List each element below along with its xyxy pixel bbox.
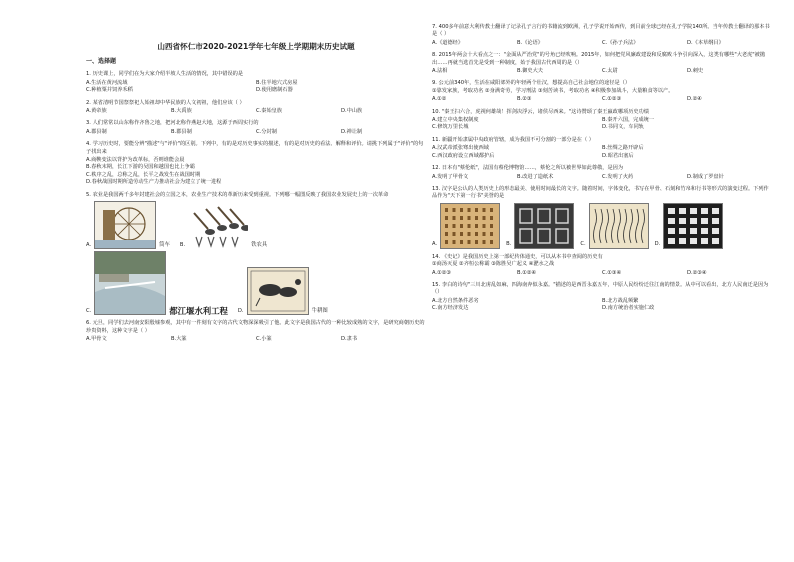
question-text: 7. 400多年前意大利传教士翻译了记录孔子言行的书籍流到欧洲，孔子学说开始西传，到目前全球已经在孔子学院140所。当年传教士翻译的那本书是（ ） (432, 24, 770, 38)
answer-option[interactable]: A.①② (432, 96, 447, 103)
answer-option[interactable]: D.②③④ (687, 269, 707, 276)
option-letter: B. (179, 241, 186, 248)
question-q1 (86, 71, 426, 94)
answer-option[interactable]: B.②③ (517, 96, 532, 103)
answer-option[interactable]: B.大禹族 (171, 108, 192, 115)
answer-option[interactable]: C.《孙子兵法》 (602, 39, 639, 46)
option-list (432, 96, 772, 103)
answer-option[interactable]: D.使用磨制石器 (256, 87, 293, 94)
question-q4 (86, 141, 426, 186)
question-text: 12. 日本有"蔡伦纸"，法国有蔡伦博物馆……，蔡伦之所以被世界如此尊敬，是因为 (432, 165, 624, 172)
question-q3 (86, 120, 426, 136)
ox-plowing-image (247, 267, 309, 315)
q5-image-row-1 (86, 201, 426, 249)
answer-option[interactable]: D.春秋战国时期所造劳动生产力推动社会为建立了统一进程 (86, 179, 222, 186)
left-column (86, 24, 426, 348)
option-list (86, 108, 426, 115)
option-list (432, 117, 772, 132)
question-q13 (432, 186, 772, 249)
answer-option[interactable]: A.《道德经》 (432, 39, 464, 46)
answer-option[interactable]: C.修筑万里长城 (432, 124, 469, 131)
question-text: 11. 新疆开始隶属中央政府管辖，成为我国不可分割的一部分是在（ ） (432, 136, 594, 143)
answer-option[interactable]: D.刺史 (687, 68, 704, 75)
iron-tools-image (188, 203, 248, 249)
seal-script-image (514, 203, 574, 249)
answer-option[interactable]: C.西汉政府设立西域都护后 (432, 152, 495, 159)
answer-option[interactable]: C.发明了火药 (602, 173, 634, 180)
answer-option[interactable]: B.秦开六国，完成统一 (602, 117, 654, 124)
answer-option[interactable]: B.改进了造纸术 (517, 173, 554, 180)
answer-option[interactable]: D.中山族 (341, 108, 363, 115)
option-letter: D. (237, 307, 244, 314)
answer-option[interactable]: B.北方战乱频繁 (602, 297, 639, 304)
answer-option[interactable]: C.秦始皇族 (256, 108, 283, 115)
option-list (86, 157, 426, 187)
option-letter: B. (506, 241, 512, 248)
answer-option[interactable]: B.①②④ (517, 269, 537, 276)
question-q14 (432, 254, 772, 277)
option-list (86, 80, 426, 95)
answer-option[interactable]: B.大篆 (171, 335, 187, 342)
answer-option[interactable]: C.分封制 (256, 128, 277, 135)
answer-option[interactable]: C.秩序之乱，总称之乱，长平之战发生在战国时期 (86, 171, 201, 178)
option-list (86, 336, 426, 343)
question-q9 (432, 80, 772, 103)
answer-option[interactable]: A.生活在黄河流域 (86, 79, 128, 86)
question-q6 (86, 320, 426, 343)
answer-option[interactable]: D.隶书 (341, 335, 358, 342)
answer-option[interactable]: B.春秋末期，长江下游的吴国和越国也比上争霸 (86, 164, 195, 171)
image-caption: 铁农具 (251, 241, 268, 248)
q13-option-3[interactable] (655, 203, 724, 249)
answer-option[interactable]: A.郡县制 (86, 128, 107, 135)
option-letter: A. (432, 241, 438, 248)
question-q12 (432, 165, 772, 181)
question-q8 (432, 52, 772, 75)
answer-option[interactable]: B.郡县制 (171, 128, 192, 135)
question-q10 (432, 109, 772, 132)
question-text: 5. 农业是我国两千多年封建社会的立国之本，农业生产技术的革新历来受到重视。下列哪一幅图反映了我国农业发展史上的一次革命 (86, 191, 389, 198)
answer-option[interactable]: C.南方经济发达 (432, 305, 469, 312)
answer-option[interactable]: B.《论语》 (517, 39, 543, 46)
question-q11 (432, 137, 772, 160)
q5-option-0[interactable] (86, 201, 170, 249)
q5-image-row-2 (86, 251, 426, 315)
option-list (432, 298, 772, 313)
dujiangyan-image (94, 251, 166, 315)
answer-option[interactable]: A.法相 (432, 68, 448, 75)
answer-option[interactable]: A.汉武帝派张骞出使西域 (432, 145, 489, 152)
answer-option[interactable]: D.南方统治者实施仁政 (602, 305, 655, 312)
answer-option[interactable]: C.①③④ (602, 269, 622, 276)
answer-option[interactable]: B.御史大夫 (517, 68, 543, 75)
image-caption: 牛耕图 (311, 307, 328, 314)
q13-image-row (432, 203, 772, 249)
q5-option-2[interactable] (86, 251, 228, 315)
answer-option[interactable]: D.昭君出塞后 (602, 152, 634, 159)
question-text: 9. 公元前340年，生活在咸阳郊外的年轻两个壮汉，想提高自己社会地位的途径是（） ①靠发家族，考取功名 ②身满奇劳，学习刑法 ③刻苦读书，考取功名 ④积极参加战斗，大量粮食等以产。 (432, 80, 674, 94)
question-text: 10. "秦王扫六合，虎视何雄哉！挥剑决浮云，诸侯尽西来。"这诗赞颂了秦王嬴政哪项历史功绩 (432, 108, 649, 115)
oracle-bone-image (440, 203, 500, 249)
option-list (432, 174, 772, 181)
question-text: 1. 历史课上，同学们在为大家介绍半坡人生活的情况，其中错误的是 (86, 71, 244, 78)
answer-option[interactable]: A.甲骨文 (86, 335, 107, 342)
option-list (432, 270, 772, 277)
image-caption: 都江堰水利工程 (169, 305, 228, 316)
answer-option[interactable]: A.发明了甲骨文 (432, 173, 469, 180)
option-letter: A. (86, 241, 92, 248)
waterwheel-image (94, 201, 156, 249)
question-text: 13. 汉字是公认的人类历史上的形态最美、使用时间最长的文字。随着时间，字体变化，书写在甲骨、石刻和竹帛和行书等形式的演变过程。下列作品作为"天下第一行书"美誉的是 (432, 185, 769, 200)
answer-option[interactable]: D.《本草纲目》 (687, 39, 724, 46)
answer-option[interactable]: C.种植粟并饲养禾稻 (86, 87, 133, 94)
answer-option[interactable]: A.建立中央集权制度 (432, 117, 479, 124)
page-title: 山西省怀仁市2020-2021学年七年级上学期期末历史试题 (157, 42, 355, 51)
answer-option[interactable]: A.北方自然条件恶劣 (432, 297, 479, 304)
running-script-image (589, 203, 649, 249)
answer-option[interactable]: C.小篆 (256, 335, 272, 342)
question-q2 (86, 100, 426, 116)
answer-option[interactable]: D.书同文，车同轨 (602, 124, 644, 131)
option-letter: D. (654, 241, 661, 248)
answer-option[interactable]: B.丝绸之路开辟后 (602, 145, 644, 152)
clerical-script-image (663, 203, 723, 249)
option-letter: C. (86, 307, 92, 314)
question-text: 8. 2015年两会十大看点之一："金面从严治党"的号角已经吹响。2015年，如何把党风廉政建设和反腐败斗争引向深入，这类有哪些"大老虎"被抛出……再就当选首先是受到一种制度，始于我国古代西周的是（） (432, 52, 766, 66)
answer-option[interactable]: A.商鞅变法以背护为改革标，否则谁能会晨 (86, 157, 185, 164)
question-q5 (86, 192, 426, 315)
answer-option[interactable]: C.①②③ (602, 96, 622, 103)
option-letter: C. (580, 241, 586, 248)
answer-option[interactable]: A.①②③ (432, 269, 452, 276)
q5-option-1[interactable] (180, 203, 267, 249)
option-list (432, 145, 772, 160)
answer-option[interactable]: D.制成了罗盘针 (687, 173, 724, 180)
answer-option[interactable]: C.太尉 (602, 68, 618, 75)
option-list (86, 129, 426, 136)
option-list (432, 40, 772, 47)
question-text: 4. 学习历史时，要能分辨"描述"与"评价"的区别。下列中，有的是对历史事实的描述，有的是对历史的看法、解释和评价。请挑下列属于"评价"的句子找出来 (86, 141, 424, 155)
question-q15 (432, 282, 772, 313)
question-text: 15. 李白的诗句"三川北虏乱如麻，四海南奔似永嘉。"描述的是西晋永嘉五年，中原人民纷纷迁往江南的情景。从中可以看出，北方人民南迁是因为（） (432, 281, 769, 296)
q13-option-0[interactable] (432, 203, 500, 249)
q5-option-3[interactable] (238, 267, 328, 315)
answer-option[interactable]: D.禅让制 (341, 128, 363, 135)
image-caption: 筒车 (159, 241, 170, 248)
question-q7 (432, 24, 772, 47)
answer-option[interactable]: B.住半地穴式房屋 (256, 79, 298, 86)
right-column (432, 24, 772, 318)
question-text: 6. 元旦，同学们去河南安阳殷墟参观，其中有一件刻有文字的古代文物深深吸引了他。此文字是我国古代的一种比较成熟的文字，是研究商朝历史的珍贵资料，这种文字是（ ） (86, 320, 425, 334)
section-heading: 一、选择题 (86, 58, 117, 65)
question-text: 3. 人们常常以山东称作齐鲁之地，把河北称作燕赵大地，这源于西周实行的 (86, 120, 259, 127)
option-list (432, 68, 772, 75)
question-text: 2. 某省清明节国祭祭祀人始祖却中华民族的人文初祖，他们应该（ ） (86, 99, 245, 106)
q13-option-2[interactable] (580, 203, 648, 249)
question-text: 14. 《史记》是我国历史上第一部纪传体通史，可以从本书中查阅的历史有 ①商汤灭夏 ②齐桓公称霸 ③陈胜吴广起义 ④淝水之战 (432, 253, 603, 268)
answer-option[interactable]: D.②④ (687, 96, 702, 103)
q13-option-1[interactable] (506, 203, 574, 249)
answer-option[interactable]: A.黄帝族 (86, 108, 107, 115)
